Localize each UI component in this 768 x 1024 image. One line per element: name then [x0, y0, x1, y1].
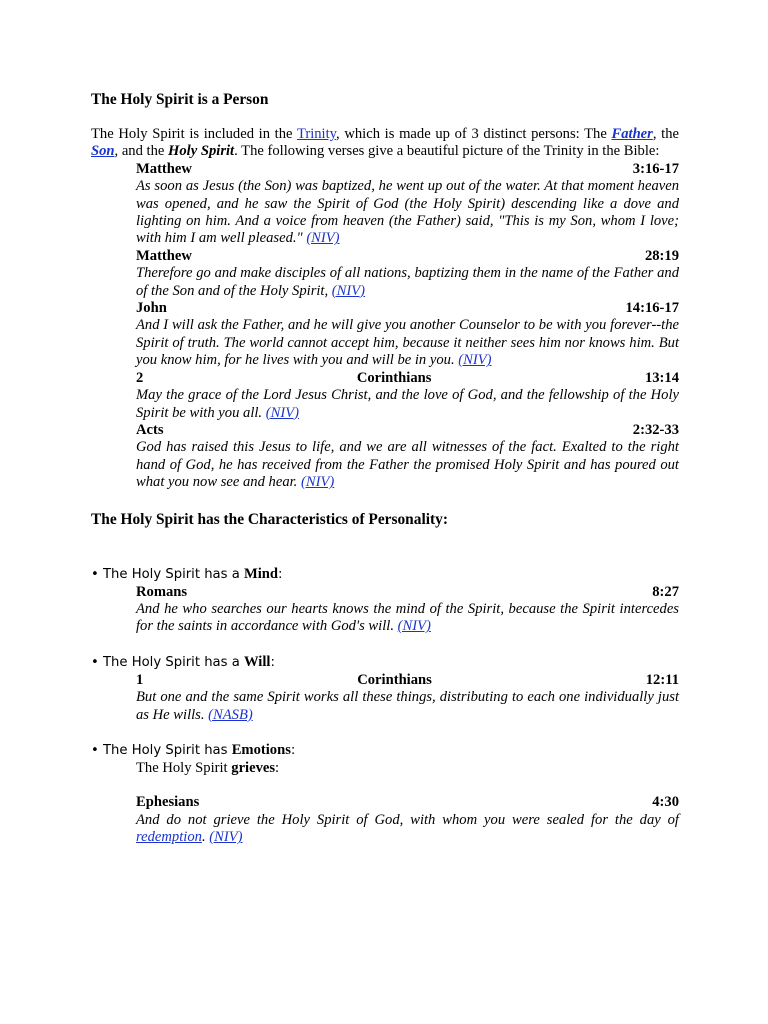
verse-block: [136, 300, 679, 370]
section-heading-characteristics: The Holy Spirit has the Characteristics of Personality:: [91, 510, 448, 528]
version-link[interactable]: (NIV): [265, 404, 299, 421]
trinity-verses: [136, 161, 679, 492]
version-link[interactable]: (NASB): [208, 706, 253, 723]
intro-paragraph: [91, 126, 679, 161]
holy-spirit-emphasis: Holy Spirit: [168, 143, 235, 160]
father-link[interactable]: Father: [611, 126, 653, 142]
verse-reference: [136, 370, 679, 387]
ref-book: Acts: [136, 421, 164, 438]
verse-block: [136, 161, 679, 248]
verse-reference: [136, 672, 679, 689]
intro-text: , the: [652, 126, 679, 142]
ref-chapter-verse: 14:16-17: [625, 300, 679, 317]
ref-chapter-verse: 4:30: [652, 794, 679, 811]
verse-reference: [136, 248, 679, 265]
characteristic-emotions: [91, 741, 679, 847]
verse-reference: [136, 422, 679, 439]
ref-book-number: 1: [136, 671, 144, 688]
ref-book: Matthew: [136, 247, 192, 264]
verse-reference: [136, 584, 679, 601]
sub-item: The Holy Spirit grieves:: [136, 759, 280, 776]
verse-block: [136, 370, 679, 422]
ref-chapter-verse: 8:27: [652, 583, 679, 600]
characteristic-mind: [91, 565, 679, 636]
ref-chapter-verse: 12:11: [645, 671, 679, 688]
verse-block: [136, 794, 679, 846]
section-heading-person: The Holy Spirit is a Person: [91, 91, 269, 108]
verse-text: May the grace of the Lord Jesus Christ, and the love of God, and the fellowship of the Holy Spirit be with you all. (NIV): [136, 387, 679, 421]
verse-text: And do not grieve the Holy Spirit of God, with whom you were sealed for the day of redemption. (NIV): [136, 811, 679, 846]
verse-text: Therefore go and make disciples of all nations, baptizing them in the name of the Father and of the Son and of the Holy Spirit, (NIV): [136, 265, 679, 299]
bullet-item: • The Holy Spirit has Emotions:: [91, 741, 296, 758]
verse-reference: [136, 794, 679, 811]
verse-text: But one and the same Spirit works all these things, distributing to each one individually just as He wills. (NASB): [136, 689, 679, 723]
version-link[interactable]: (NIV): [301, 474, 335, 491]
characteristic-will: [91, 653, 679, 724]
intro-text: . The following verses give a beautiful picture of the Trinity in the Bible:: [234, 143, 660, 160]
ref-book: John: [136, 300, 167, 317]
version-link[interactable]: (NIV): [306, 230, 340, 247]
ref-chapter-verse: 13:14: [644, 369, 679, 386]
document-content: [91, 90, 679, 864]
ref-book: Corinthians: [357, 671, 432, 688]
son-link[interactable]: Son: [91, 143, 115, 160]
verse-block: [136, 248, 679, 300]
verse-block: [136, 422, 679, 492]
ref-chapter-verse: 3:16-17: [632, 160, 679, 177]
verse-text: God has raised this Jesus to life, and we are all witnesses of the fact. Exalted to the right hand of God, he has received from the Father the promised Holy Spirit and has poured out what you now see and hear. (NIV): [136, 439, 679, 491]
ref-book: Matthew: [136, 160, 192, 177]
verse-reference: [136, 300, 679, 317]
characteristics-list: [91, 565, 679, 847]
ref-book: Romans: [136, 583, 188, 600]
intro-text: , which is made up of 3 distinct persons: The: [336, 126, 612, 142]
ref-chapter-verse: 28:19: [644, 247, 679, 264]
version-link[interactable]: (NIV): [397, 618, 431, 635]
ref-chapter-verse: 2:32-33: [632, 421, 679, 438]
intro-text: , and the: [114, 143, 169, 160]
version-link[interactable]: (NIV): [209, 829, 243, 846]
verse-reference: [136, 161, 679, 178]
ref-book: Corinthians: [356, 369, 432, 386]
redemption-link[interactable]: redemption: [136, 829, 202, 846]
verse-text: And I will ask the Father, and he will give you another Counselor to be with you forever--the Spirit of truth. The world cannot accept him, because it neither sees him nor knows him. But you know him, for he lives with you and will be in you. (NIV): [136, 317, 679, 369]
trinity-link[interactable]: Trinity: [296, 126, 337, 142]
version-link[interactable]: (NIV): [458, 352, 492, 369]
intro-text: The Holy Spirit is included in the: [91, 126, 297, 142]
verse-block: [136, 584, 679, 636]
version-link[interactable]: (NIV): [331, 282, 366, 299]
verse-text: As soon as Jesus (the Son) was baptized, he went up out of the water. At that moment heaven was opened, and he saw the Spirit of God (the Holy Spirit) descending like a dove and lighting on him. And a voice from heaven (the Father) said, "This is my Son, whom I love; with him I am well pleased." (NIV): [136, 178, 679, 247]
ref-book: Ephesians: [136, 794, 200, 811]
ref-book-number: 2: [136, 369, 144, 386]
verse-block: [136, 672, 679, 724]
bullet-item: • The Holy Spirit has a Mind:: [91, 565, 283, 582]
bullet-item: • The Holy Spirit has a Will:: [91, 653, 275, 670]
verse-text: And he who searches our hearts knows the mind of the Spirit, because the Spirit intercedes for the saints in accordance with God's will. (NIV): [136, 600, 679, 635]
spacer: [91, 777, 679, 794]
